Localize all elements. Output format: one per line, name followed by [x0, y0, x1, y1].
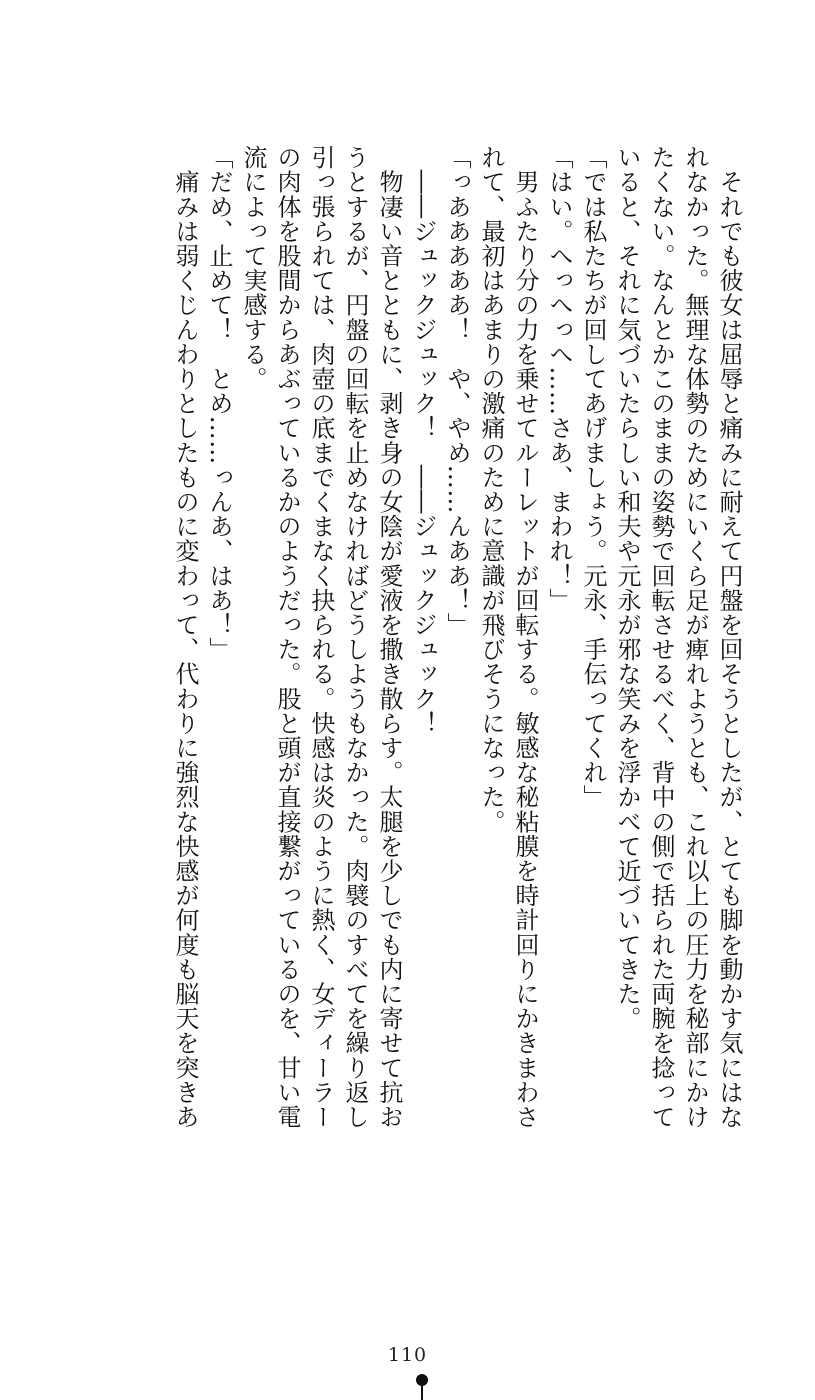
text-line: れなかった。無理な体勢のためにいくら足が痺れようとも、これ以上の圧力を秘部にかけ — [681, 145, 709, 1129]
text-line: 「はい。へっへっへ……さあ、まわれ！」 — [545, 145, 573, 613]
text-line: れて、最初はあまりの激痛のために意識が飛びそうになった。 — [477, 145, 505, 834]
text-line: 「っあああああ！ や、やめ……んああ！」 — [443, 145, 471, 637]
text-line: 「だめ、止めて！ とめ……っんあ、はあ！」 — [205, 145, 233, 662]
text-line: 男ふたり分の力を乗せてルーレットが回転する。敏感な秘粘膜を時計回りにかきまわさ — [511, 145, 539, 1129]
text-line: 「では私たちが回してあげましょう。元永、手伝ってくれ」 — [579, 145, 607, 810]
text-line: の肉体を股間からあぶっているかのようだった。股と頭が直接繋がっているのを、甘い電 — [273, 145, 301, 1129]
text-line: たくない。なんとかこのままの姿勢で回転させるべく、背中の側で括られた両腕を捻って — [647, 145, 675, 1129]
text-line: 物凄い音とともに、剥き身の女陰が愛液を撒き散らす。太腿を少しでも内に寄せて抗お — [375, 145, 403, 1129]
page-number: 110 — [387, 1344, 428, 1366]
text-line: いると、それに気づいたらしい和夫や元永が邪な笑みを浮かべて近づいてきた。 — [613, 145, 641, 1031]
text-line: 流によって実感する。 — [239, 145, 267, 391]
body-text — [170, 145, 745, 1145]
text-line: 引っ張られては、肉壺の底までくまなく抉られる。快感は炎のように熱く、女ディーラー — [307, 145, 335, 1129]
text-line: それでも彼女は屈辱と痛みに耐えて円盤を回そうとしたが、とても脚を動かす気にはな — [715, 145, 743, 1129]
bookmark-stem-icon — [421, 1384, 423, 1400]
text-line: ――ジュックジュック！ ――ジュックジュック！ — [409, 145, 437, 736]
text-line: 痛みは弱くじんわりとしたものに変わって、代わりに強烈な快感が何度も脳天を突きあ — [171, 145, 199, 1129]
text-line: うとするが、円盤の回転を止めなければどうしようもなかった。肉襞のすべてを繰り返し — [341, 145, 369, 1129]
